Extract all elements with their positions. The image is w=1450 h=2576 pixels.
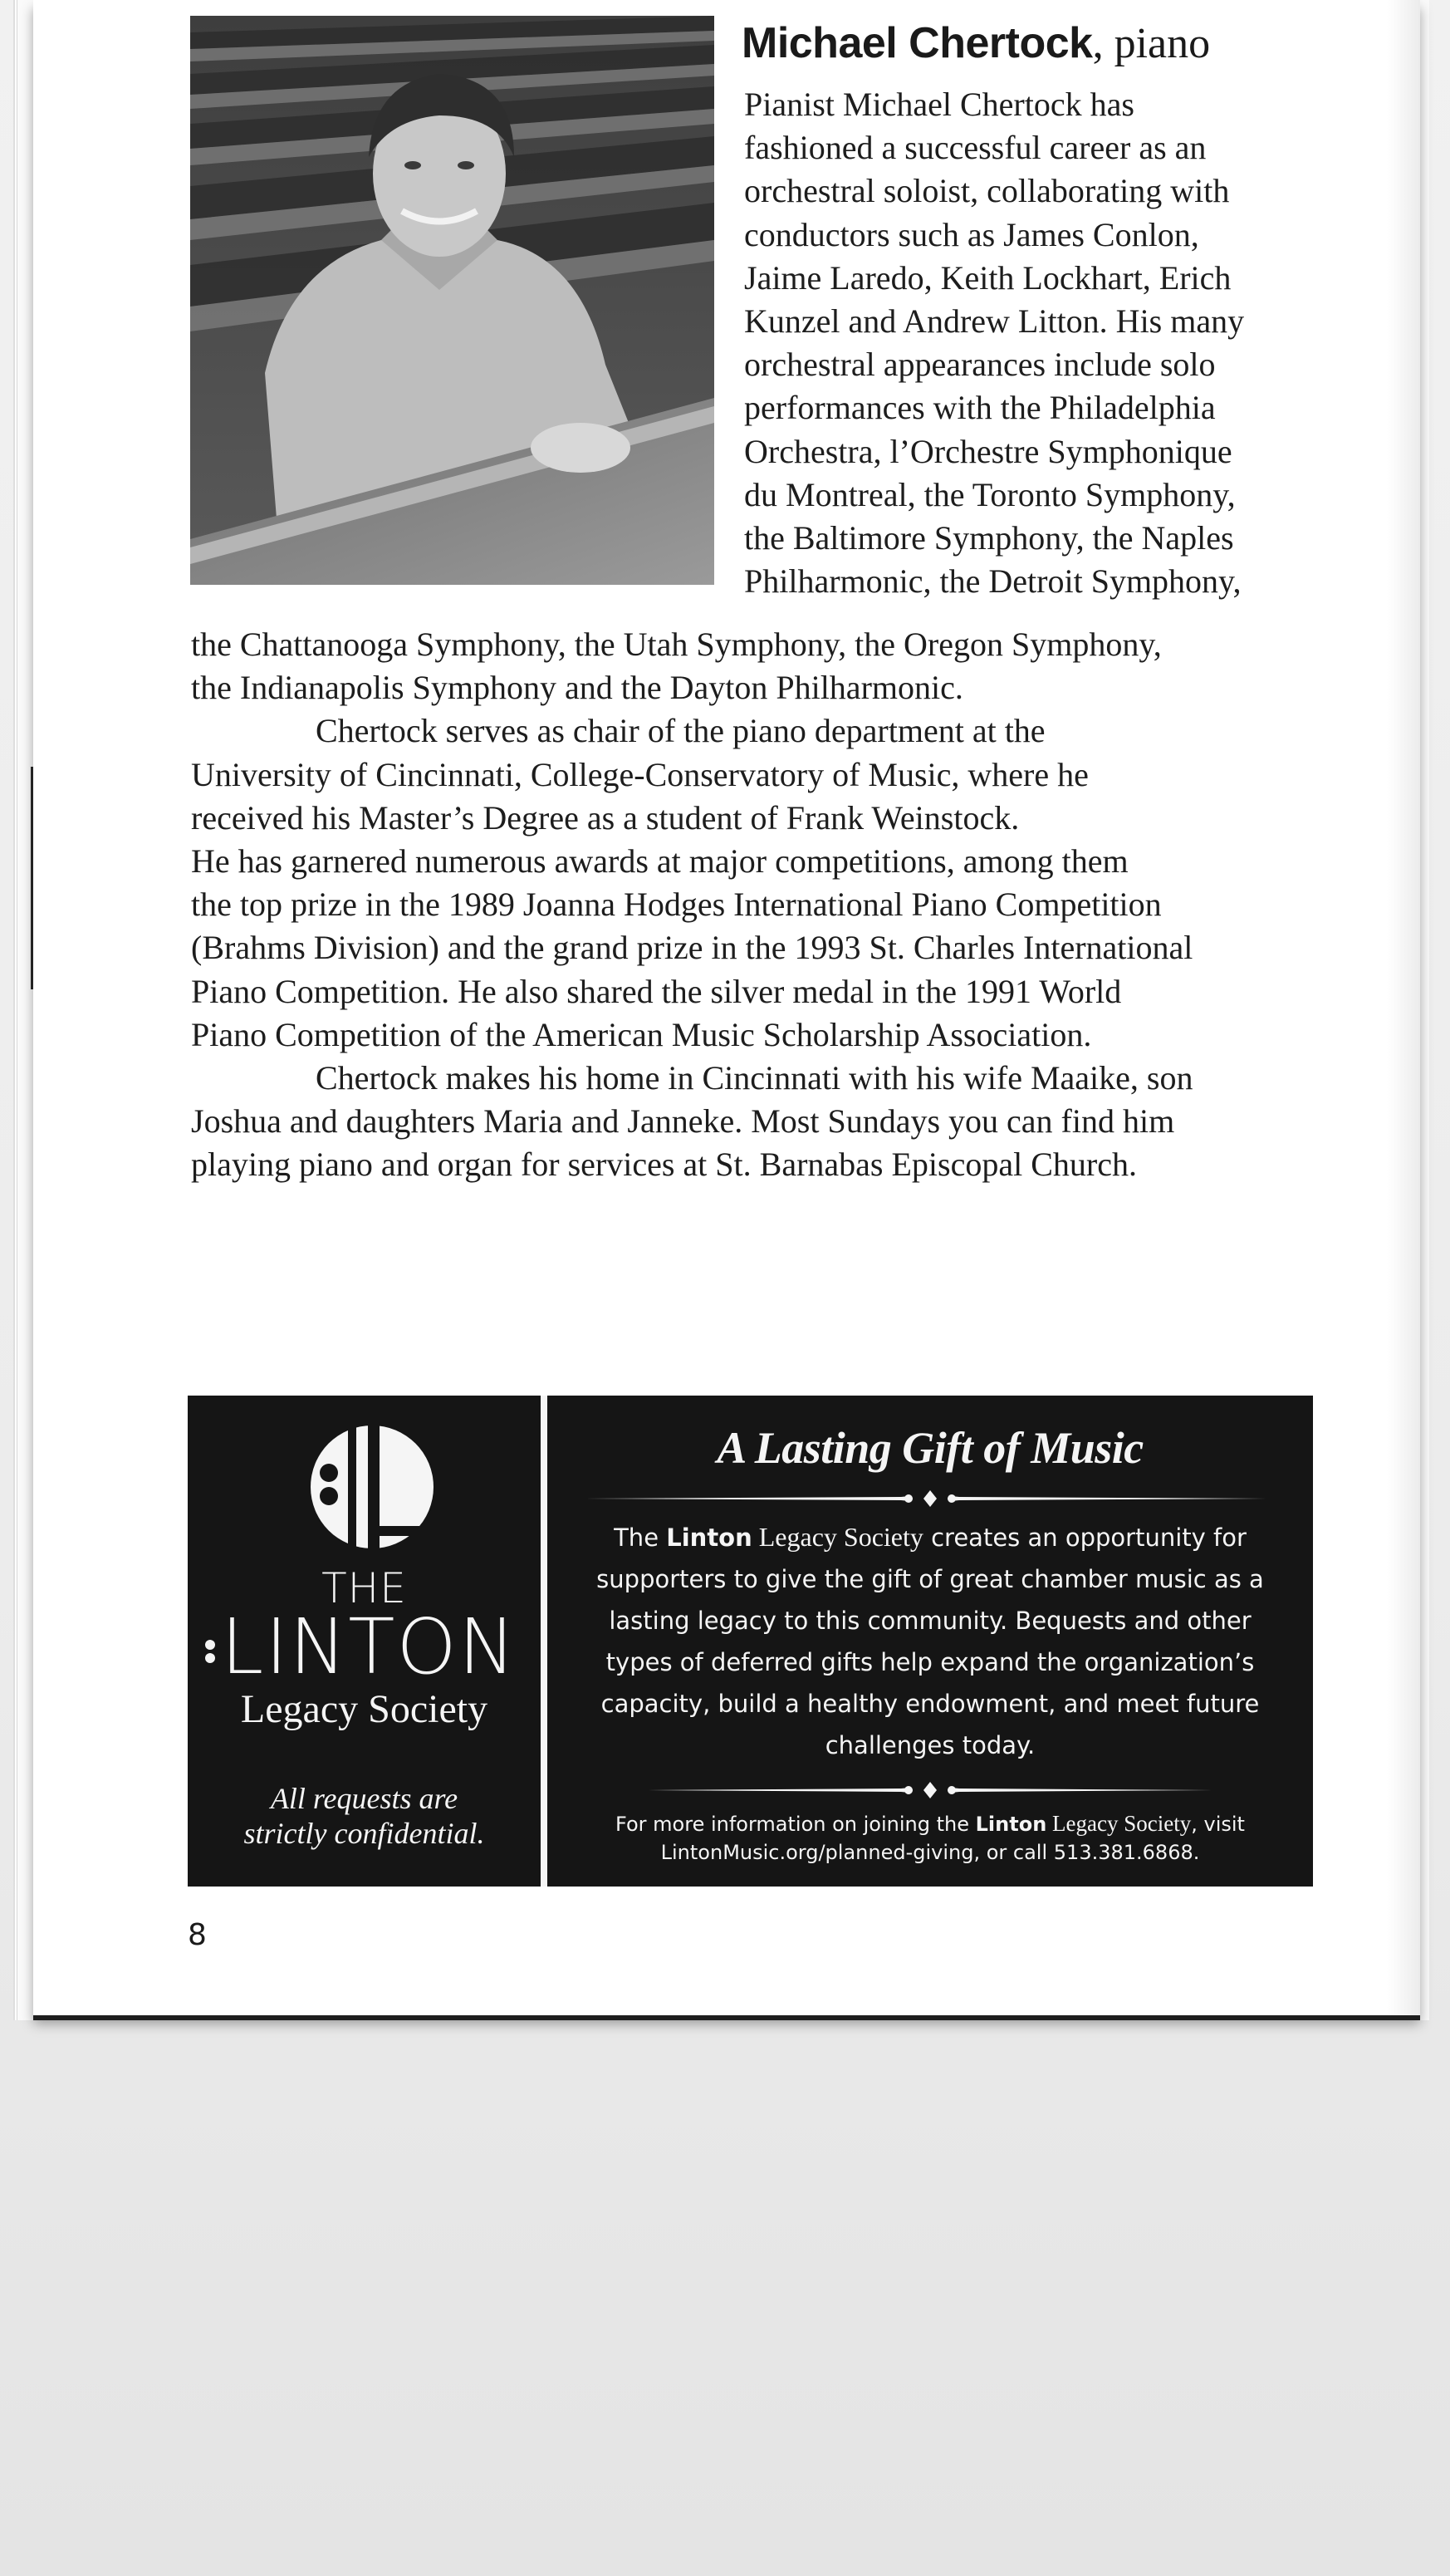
bio-line: the Indianapolis Symphony and the Dayton Philharmonic. <box>191 669 963 707</box>
legacy-society-serif: Legacy Society <box>752 1522 923 1552</box>
artist-instrument: piano <box>1114 20 1211 67</box>
diamond-ornament-icon <box>585 1489 1275 1509</box>
bio-wrapped-column <box>744 83 1325 603</box>
bio-line: playing piano and organ for services at St. Barnabas Episcopal Church. <box>191 1146 1137 1184</box>
bio-line: Piano Competition of the American Music Scholarship Association. <box>191 1015 1092 1053</box>
confidential-line: All requests are <box>270 1782 458 1815</box>
bio-line: conductors such as James Conlon, <box>744 215 1199 253</box>
artist-name: Michael Chertock <box>742 19 1093 67</box>
linton-bold: Linton <box>666 1524 752 1552</box>
program-page <box>33 0 1420 2015</box>
ornament-divider <box>547 1489 1313 1509</box>
logo-linton-wordmark <box>204 1602 536 1691</box>
portrait-image <box>190 16 714 585</box>
artist-photo <box>190 16 714 585</box>
bio-line: Kunzel and Andrew Litton. His many <box>744 302 1245 341</box>
bio-line: the Chattanooga Symphony, the Utah Symphony, the Oregon Symphony, <box>191 626 1162 663</box>
bio-paragraph-start: Chertock serves as chair of the piano department at the <box>316 712 1046 750</box>
bio-line: Pianist Michael Chertock has <box>744 86 1134 123</box>
logo-dots-icon <box>204 1638 218 1671</box>
ad-logo-panel <box>188 1396 541 1887</box>
legacy-society-serif: Legacy Society <box>1046 1811 1192 1836</box>
text-run: creates an opportunity for <box>923 1524 1247 1552</box>
text-run: The <box>614 1524 667 1552</box>
ad-body-line: challenges today. <box>825 1731 1036 1759</box>
bio-line: du Montreal, the Toronto Symphony, <box>744 475 1236 513</box>
logo-the: THE <box>321 1564 407 1612</box>
bio-line: the Baltimore Symphony, the Naples <box>744 519 1234 557</box>
ad-body-line: lasting legacy to this community. Bequests and other <box>609 1607 1252 1635</box>
ad-body-line: types of deferred gifts help expand the organization’s <box>605 1648 1255 1676</box>
ad-body-line: supporters to give the gift of great chamber music as a <box>596 1565 1264 1593</box>
bio-line: received his Master’s Degree as a student of Frank Weinstock. <box>191 798 1020 837</box>
bio-line: He has garnered numerous awards at major competitions, among them <box>191 842 1129 881</box>
bio-line: (Brahms Division) and the grand prize in the 1993 St. Charles International <box>191 929 1193 967</box>
text-run: , visit <box>1191 1813 1245 1836</box>
bio-line: Piano Competition. He also shared the silver medal in the 1991 World <box>191 972 1122 1010</box>
linton-logo-icon <box>310 1425 434 1549</box>
page-number: 8 <box>188 1918 207 1952</box>
bio-line: performances with the Philadelphia <box>744 389 1216 427</box>
confidential-line: strictly confidential. <box>243 1817 485 1850</box>
linton-bold: Linton <box>975 1813 1047 1836</box>
bio-line: the top prize in the 1989 Joanna Hodges International Piano Competition <box>191 886 1162 924</box>
ad-contact-info <box>551 1809 1309 1867</box>
text-run: For more information on joining the <box>615 1813 976 1836</box>
artist-heading <box>742 17 1210 71</box>
ad-body-line: capacity, build a healthy endowment, and meet future <box>600 1690 1260 1718</box>
legacy-society-ad <box>188 1396 1313 1887</box>
bio-line: Philharmonic, the Detroit Symphony, <box>744 562 1242 601</box>
bio-line: Joshua and daughters Maria and Janneke. Most Sundays you can find him <box>191 1102 1175 1141</box>
ad-panel-divider <box>541 1396 547 1887</box>
logo-legacy-society: Legacy Society <box>240 1687 488 1731</box>
ad-body-line <box>556 1516 1305 1558</box>
confidential-note <box>188 1781 541 1851</box>
bio-line: Orchestra, l’Orchestre Symphonique <box>744 432 1232 470</box>
ad-description <box>556 1516 1305 1766</box>
ad-footer-contact: LintonMusic.org/planned-giving, or call 513.381.6868. <box>660 1841 1200 1864</box>
diamond-ornament-icon <box>648 1780 1212 1800</box>
ad-title: A Lasting Gift of Music <box>717 1423 1144 1473</box>
heading-separator: , <box>1092 20 1114 67</box>
bio-line: University of Cincinnati, College-Conservatory of Music, where he <box>191 755 1089 793</box>
ornament-divider <box>547 1780 1313 1800</box>
bio-line: fashioned a successful career as an <box>744 129 1207 167</box>
bio-line: orchestral soloist, collaborating with <box>744 172 1230 210</box>
bio-full-width-text <box>191 623 1329 1187</box>
bio-line: orchestral appearances include solo <box>744 346 1216 384</box>
logo-linton: LINTON <box>221 1602 517 1691</box>
bio-paragraph-start: Chertock makes his home in Cincinnati with his wife Maaike, son <box>316 1059 1193 1097</box>
bio-line: Jaime Laredo, Keith Lockhart, Erich <box>744 258 1232 297</box>
ad-message-panel <box>547 1396 1313 1887</box>
ad-footer-line <box>551 1809 1309 1838</box>
